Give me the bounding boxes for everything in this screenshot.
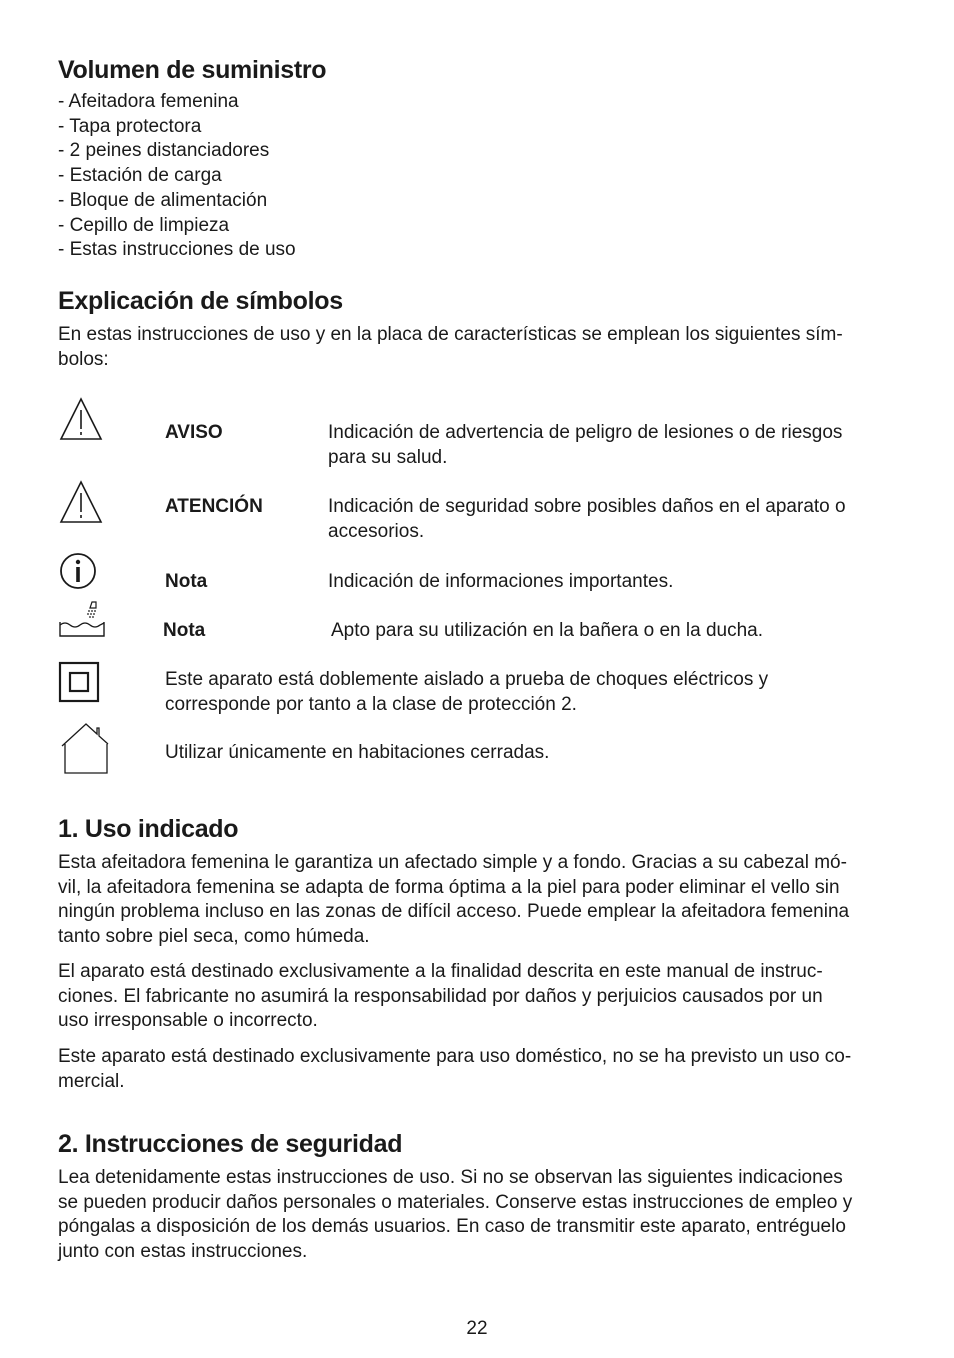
house-icon [60,722,110,774]
class2-desc: Este aparato está doblemente aislado a prueba de choques eléctricos y corresponde por tanto a la clase de protección 2. [165,669,769,715]
double-insulation-icon [59,662,99,702]
note-label: Nota [165,571,208,592]
safety-heading: 2. Instrucciones de seguridad [58,1130,403,1158]
symbols-intro: En estas instrucciones de uso y en la placa de características se emplean los siguientes sím- bolos: [58,324,843,370]
list-item: - Estas instrucciones de uso [58,239,296,261]
warning-desc: Indicación de advertencia de peligro de lesiones o de riesgos para su salud. [328,422,843,468]
intended-use-paragraph-1: Esta afeitadora femenina le garantiza un afectado simple y a fondo. Gracias a su cabezal mó- vil, la afeitadora femenina se adapta de forma óptima a la piel para poder eliminar el vello sin ningún problema incluso en las zonas de difícil acceso. Puede emplear la afeitadora femenina tanto sobre piel seca, como húmeda. [58,852,850,948]
list-item: - Cepillo de limpieza [58,214,230,236]
safety-paragraph-1: Lea detenidamente estas instrucciones de uso. Si no se observan las siguientes indicaciones se pueden producir daños personales o materiales. Conserve estas instrucciones de empleo y póngalas a disposición de los demás usuarios. En caso de transmitir este aparato, entréguelo junto con estas instrucciones. [58,1167,853,1263]
caution-triangle-icon [59,480,103,524]
intended-use-heading: 1. Uso indicado [58,815,239,843]
intended-use-paragraph-2: El aparato está destinado exclusivamente a la finalidad descrita en este manual de instruc- ciones. El fabricante no asumirá la responsabilidad por daños y perjuicios causados por un uso irresponsable o incorrecto. [58,961,823,1032]
list-item: - 2 peines distanciadores [58,140,270,162]
page-number: 22 [466,1318,488,1339]
bath-shower-icon [59,600,105,638]
info-icon [59,552,97,590]
note-desc: Indicación de informaciones importantes. [328,571,674,592]
warning-triangle-icon [59,397,103,441]
supply-heading: Volumen de suministro [58,56,327,84]
list-item: - Bloque de alimentación [58,189,268,211]
supply-list [58,90,296,263]
caution-desc: Indicación de seguridad sobre posibles daños en el aparato o accesorios. [328,496,846,542]
list-item: - Afeitadora femenina [58,91,239,112]
bath-desc: Apto para su utilización en la bañera o en la ducha. [331,620,764,641]
symbols-heading: Explicación de símbolos [58,287,343,315]
list-item: - Tapa protectora [58,115,202,137]
bath-label: Nota [163,620,206,641]
list-item: - Estación de carga [58,165,222,187]
indoor-desc: Utilizar únicamente en habitaciones cerradas. [165,742,550,763]
intended-use-paragraph-3: Este aparato está destinado exclusivamente para uso doméstico, no se ha previsto un uso co- mercial. [58,1046,852,1092]
caution-label: ATENCIÓN [165,496,263,517]
warning-label: AVISO [165,422,223,443]
